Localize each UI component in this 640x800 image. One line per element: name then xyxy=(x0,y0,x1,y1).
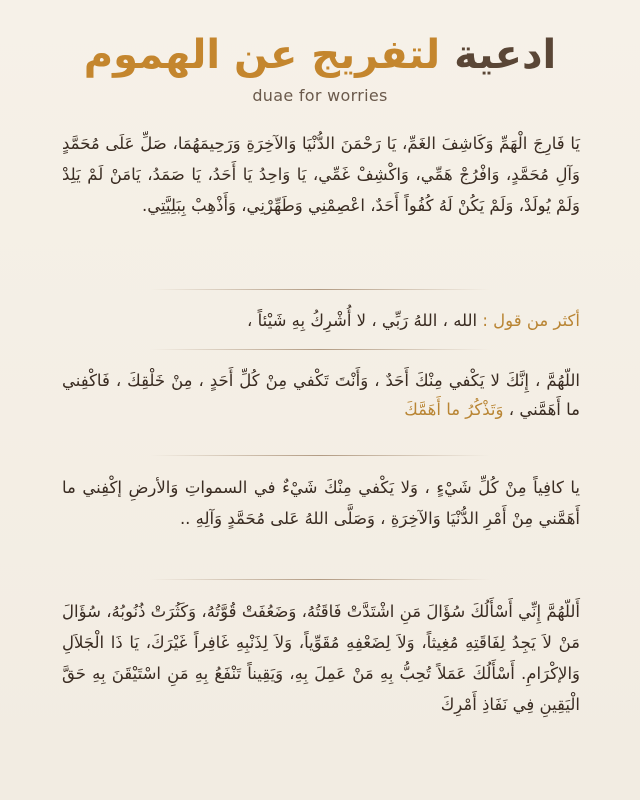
dua-paragraph-3 xyxy=(62,366,580,424)
page-title xyxy=(0,30,640,80)
dua-paragraph-2-text: الله ، اللهُ رَبِّي ، لا أُشْرِكُ بِهِ شَيْئاً ، xyxy=(247,311,478,330)
section-divider xyxy=(150,289,490,290)
title-relief-phrase: لتفريج عن الهموم xyxy=(83,32,441,78)
section-divider xyxy=(150,455,490,456)
dua-paragraph-3-text: اللّهُمَّ ، إِنَّكَ لا يَكْفي مِنْكَ أَحَدٌ ، وَأَنْتَ تَكْفي مِنْ كُلِّ أَحَدٍ ، مِنْ خَلْقِكَ ، فَاكْفِني ما أَهَمَّني ، xyxy=(62,371,580,419)
dua-lead-phrase: أكثر من قول : xyxy=(482,311,580,330)
dua-paragraph-3-highlight: وَتَذْكُرُ ما أَهَمَّكَ xyxy=(404,400,504,419)
dua-paragraph-5: أَللّهُمَّ إِنِّي أَسْأَلُكَ سُؤَالَ مَنِ اشْتَدَّتْ فَاقَتُهُ، وَضَعُفَتْ قُوَّتُهُ، وَكَثُرَتْ ذُنُوبُهُ، سُؤَالَ مَنْ لاَ يَجِدُ لِفَاقَتِهِ مُغِيثاً، وَلاَ لِضَعْفِهِ مُقَوِّياً، وَلاَ لِذَنْبِهِ غَافِراً غَيْرَكَ، يَا ذَا الْجَلاَلِ وَالإكْرَامِ. أَسْأَلُكَ عَمَلاً تُحِبُّ بِهِ مَنْ عَمِلَ بِهِ، وَيَقِيناً تَنْفَعُ بِهِ مَنِ اسْتَيْقَنَ بِهِ حَقَّ الْيَقِينِ فِي نَفَاذِ أَمْرِكَ xyxy=(62,602,580,714)
dua-paragraph-2 xyxy=(62,306,580,336)
title-word-prayers: ادعية xyxy=(454,32,557,78)
page-subtitle: duae for worries xyxy=(252,86,388,105)
dua-paragraph-4: يا كافِياً مِنْ كُلِّ شَيْءٍ ، وَلا يَكْفي مِنْكَ شَيْءٌ في السمواتِ وَالأرضِ إكْفِني ما أَهَمَّني مِنْ أَمْرِ الدُّنْيَا وَالآخِرَةِ ، وَصَلَّى اللهُ عَلى مُحَمَّدٍ وَآلِهِ .. xyxy=(62,478,580,528)
section-divider xyxy=(150,349,490,350)
dua-paragraph-1: يَا فَارِجَ الْهَمِّ وَكَاشِفَ الغَمِّ، يَا رَحْمَنَ الدُّنْيَا وَالآخِرَةِ وَرَحِيمَهُمَا، صَلِّ عَلَى مُحَمَّدٍ وَآلِ مُحَمَّدٍ، وَافْرُجْ هَمِّي، وَاكْشِفْ غَمِّي، يَا وَاحِدُ يَا أَحَدُ، يَا صَمَدُ، يَامَنْ لَمْ يَلِدْ وَلَمْ يُولَدْ، وَلَمْ يَكُنْ لَهُ كُفُواً أَحَدٌ، اعْصِمْنِي وَطَهِّرْنِي، وَأَذْهِبْ بِبَلِيَّتِي. xyxy=(62,134,580,215)
section-divider xyxy=(150,579,490,580)
